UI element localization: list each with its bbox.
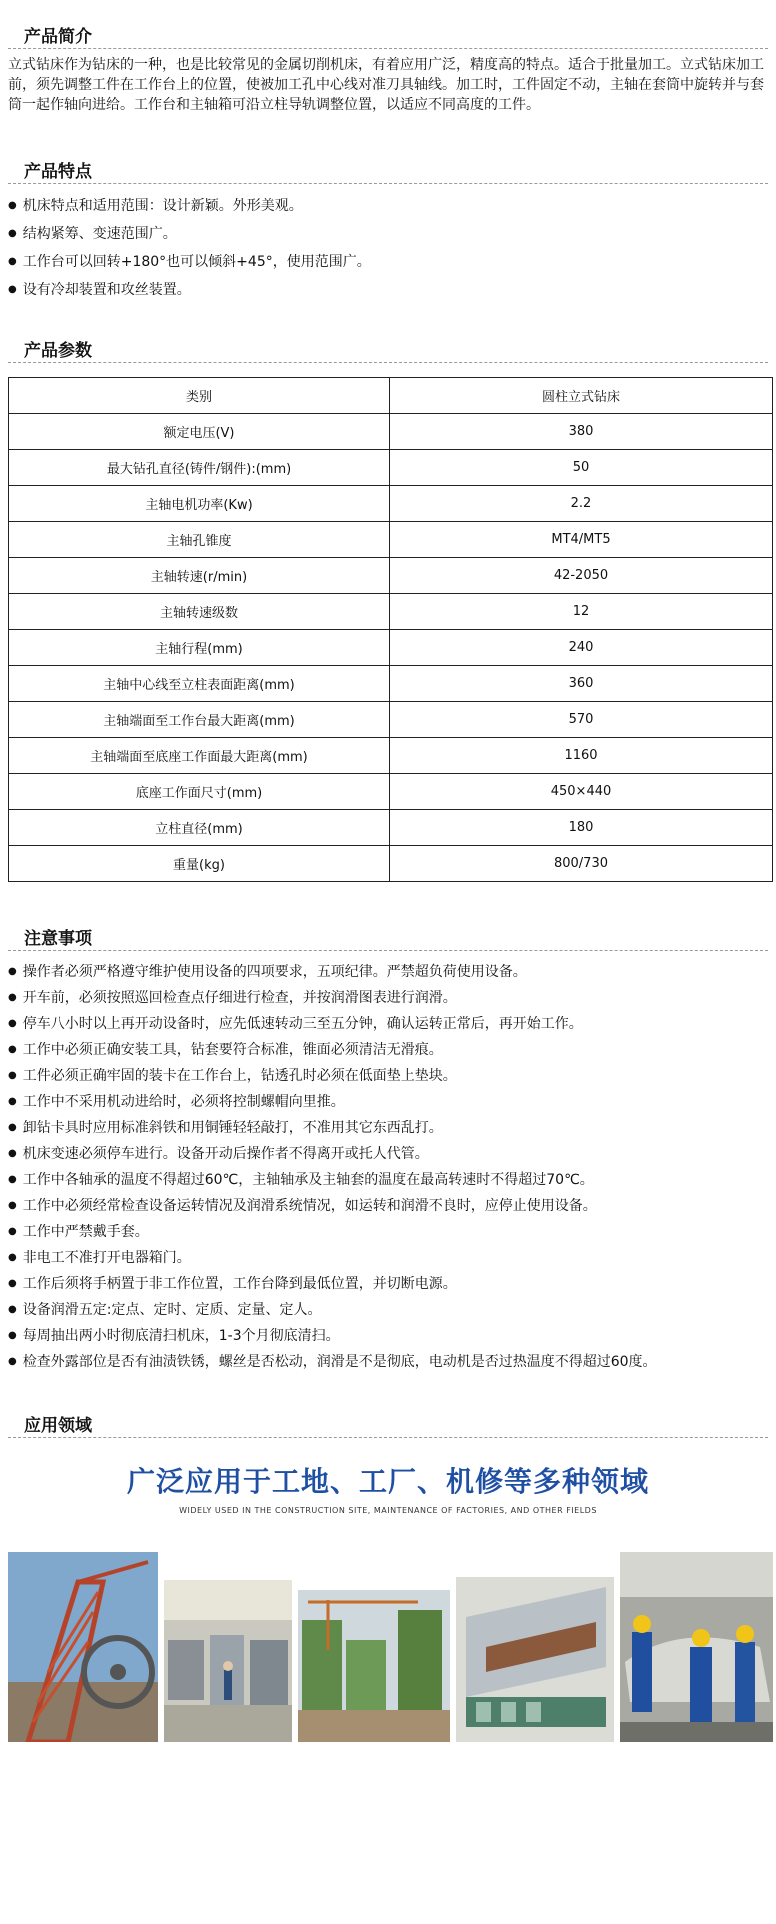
table-row (9, 666, 773, 702)
application-header (8, 1409, 768, 1438)
param-label: 主轴孔锥度 (9, 522, 390, 558)
construction-site-photo (298, 1590, 450, 1742)
banner-subtitle: WIDELY USED IN THE CONSTRUCTION SITE, MAINTENANCE OF FACTORIES, AND OTHER FIELDS (179, 1506, 597, 1515)
param-value: MT4/MT5 (390, 522, 773, 558)
features-header (8, 155, 768, 184)
param-label: 主轴端面至工作台最大距离(mm) (9, 702, 390, 738)
list-item: ● 非电工不准打开电器箱门。 (8, 1245, 776, 1271)
list-item: ● 机床特点和适用范围：设计新颖。外形美观。 (8, 192, 776, 220)
list-item: ● 工作后须将手柄置于非工作位置，工作台降到最低位置，并切断电源。 (8, 1271, 776, 1297)
params-header (8, 334, 768, 363)
table-row (9, 594, 773, 630)
param-label: 底座工作面尺寸(mm) (9, 774, 390, 810)
param-label: 主轴转速级数 (9, 594, 390, 630)
param-value: 1160 (390, 738, 773, 774)
table-row (9, 630, 773, 666)
param-label: 主轴端面至底座工作面最大距离(mm) (9, 738, 390, 774)
param-label: 最大钻孔直径(铸件/钢件):(mm) (9, 450, 390, 486)
list-item: ● 工作中严禁戴手套。 (8, 1219, 776, 1245)
product-page (0, 20, 776, 1752)
crane-photo (8, 1552, 158, 1742)
param-label: 立柱直径(mm) (9, 810, 390, 846)
factory-floor-photo (164, 1580, 292, 1742)
table-row (9, 378, 773, 414)
list-item: ● 卸钻卡具时应用标准斜铁和用铜锤轻轻敲打，不准用其它东西乱打。 (8, 1115, 776, 1141)
param-label: 主轴电机功率(Kw) (9, 486, 390, 522)
list-item: ● 工作中必须经常检查设备运转情况及润滑系统情况，如运转和润滑不良时，应停止使用设备。 (8, 1193, 776, 1219)
list-item: ● 每周抽出两小时彻底清扫机床，1-3个月彻底清扫。 (8, 1323, 776, 1349)
list-item: ● 停车八小时以上再开动设备时，应先低速转动三至五分钟，确认运转正常后，再开始工作。 (8, 1011, 776, 1037)
list-item: ● 检查外露部位是否有油渍铁锈，螺丝是否松动，润滑是不是彻底，电动机是否过热温度不得超过60度。 (8, 1349, 776, 1375)
features-title: 产品特点 (24, 162, 92, 182)
table-row (9, 450, 773, 486)
factory-image (164, 1580, 292, 1742)
params-title: 产品参数 (24, 341, 92, 361)
list-item: ● 开车前，必须按照巡回检查点仔细进行检查，并按润滑图表进行润滑。 (8, 985, 776, 1011)
params-table (8, 377, 773, 882)
features-list (8, 192, 776, 304)
banner-title: 广泛应用于工地、工厂、机修等多种领域 (126, 1465, 649, 1498)
list-item: ● 工作中必须正确安装工具，钻套要符合标准，锥面必须清洁无滑痕。 (8, 1037, 776, 1063)
table-row (9, 702, 773, 738)
table-row (9, 738, 773, 774)
param-value: 180 (390, 810, 773, 846)
list-item: ● 工件必须正确牢固的装卡在工作台上，钻透孔时必须在低面垫上垫块。 (8, 1063, 776, 1089)
construction-image (298, 1590, 450, 1742)
param-value: 12 (390, 594, 773, 630)
param-label: 主轴转速(r/min) (9, 558, 390, 594)
table-row (9, 846, 773, 882)
param-value: 42-2050 (390, 558, 773, 594)
list-item: ● 工作台可以回转+180°也可以倾斜+45°，使用范围广。 (8, 248, 776, 276)
param-value: 50 (390, 450, 773, 486)
crane-image (8, 1552, 158, 1742)
param-value: 圆柱立式钻床 (390, 378, 773, 414)
intro-header (8, 20, 768, 49)
list-item: ● 机床变速必须停车进行。设备开动后操作者不得离开或托人代管。 (8, 1141, 776, 1167)
list-item: ● 工作中各轴承的温度不得超过60℃，主轴轴承及主轴套的温度在最高转速时不得超过70℃。 (8, 1167, 776, 1193)
param-label: 主轴行程(mm) (9, 630, 390, 666)
param-label: 类别 (9, 378, 390, 414)
intro-title: 产品简介 (24, 27, 92, 47)
list-item: ● 结构紧筹、变速范围广。 (8, 220, 776, 248)
application-title: 应用领域 (24, 1416, 92, 1436)
notes-title: 注意事项 (24, 929, 92, 949)
table-row (9, 558, 773, 594)
param-value: 570 (390, 702, 773, 738)
table-row (9, 774, 773, 810)
table-row (9, 414, 773, 450)
application-banner (0, 1452, 776, 1752)
param-value: 450×440 (390, 774, 773, 810)
workshop-image (456, 1577, 614, 1742)
param-value: 360 (390, 666, 773, 702)
param-value: 2.2 (390, 486, 773, 522)
assembly-line-photo (620, 1552, 773, 1742)
table-row (9, 522, 773, 558)
param-value: 240 (390, 630, 773, 666)
param-value: 800/730 (390, 846, 773, 882)
list-item: ● 设有冷却装置和攻丝装置。 (8, 276, 776, 304)
table-row (9, 810, 773, 846)
param-value: 380 (390, 414, 773, 450)
list-item: ● 工作中不采用机动进给时，必须将控制螺帽向里推。 (8, 1089, 776, 1115)
photo-strip (8, 1530, 773, 1742)
param-label: 额定电压(V) (9, 414, 390, 450)
list-item: ● 操作者必须严格遵守维护使用设备的四项要求，五项纪律。严禁超负荷使用设备。 (8, 959, 776, 985)
table-row (9, 486, 773, 522)
notes-list (8, 959, 776, 1375)
machine-workshop-photo (456, 1577, 614, 1742)
param-label: 主轴中心线至立柱表面距离(mm) (9, 666, 390, 702)
notes-header (8, 922, 768, 951)
param-label: 重量(kg) (9, 846, 390, 882)
assembly-image (620, 1552, 773, 1742)
intro-text: 立式钻床作为钻床的一种，也是比较常见的金属切削机床，有着应用广泛，精度高的特点。适合于批量加工。立式钻床加工前，须先调整工件在工作台上的位置，使被加工孔中心线对准刀具轴线。加工时，工件固定不动，主轴在套筒中旋转并与套筒一起作轴向进给。工作台和主轴箱可沿立柱导轨调整位置，以适应不同高度的工件。 (8, 57, 764, 113)
list-item: ● 设备润滑五定:定点、定时、定质、定量、定人。 (8, 1297, 776, 1323)
